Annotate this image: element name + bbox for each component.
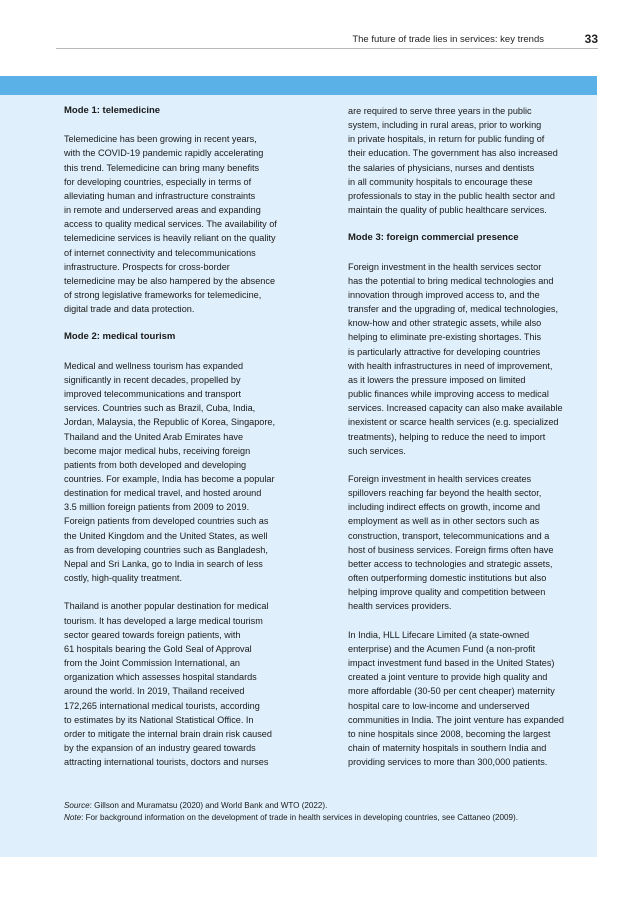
mode1-paragraph: Telemedicine has been growing in recent years, with the COVID-19 pandemic rapidly accelerating this trend. Telemedicine can bring many benefits for developing countries, especially in terms of alleviating human and infrastructure constraints in remote and underserved areas and expanding access to quality medical services. The availability of telemedicine services is heavily reliant on the quality of internet connectivity and telecommunications infrastructure. Prospects for cross-border telemedicine may be also hampered by the absence of strong legislative frameworks for telemedicine, digital trade and data protection. bbox=[64, 134, 277, 315]
source-label: Source bbox=[64, 801, 90, 810]
mode3-heading: Mode 3: foreign commercial presence bbox=[348, 232, 519, 244]
mode1-heading: Mode 1: telemedicine bbox=[64, 105, 161, 116]
note-text: : For background information on the development of trade in health services in developing countries, see Cattaneo (2009). bbox=[81, 812, 518, 822]
source-note bbox=[64, 800, 594, 812]
mode3-paragraph-3: In India, HLL Lifecare Limited (a state-owned enterprise) and the Acumen Fund (a non-profit impact investment fund based in the United States) created a joint venture to provide high quality and more affordable (30-50 per cent cheaper) maternity hospital care to low-income and underserved communities in India. The joint venture has expanded to nine hospitals since 2008, becoming the largest chain of maternity hospitals in southern India and providing services to more than 300,000 patients. bbox=[348, 629, 564, 768]
mode2-continuation: are required to serve three years in the public system, including in rural areas, prior to working in private hospitals, in return for public funding of their education. The government has also increased the salaries of physicians, nurses and dentists in all community hospitals to encourage these professionals to stay in the public health sector and maintain the quality of public healthcare services. bbox=[348, 106, 558, 216]
page-header bbox=[56, 30, 598, 49]
box-header-band bbox=[0, 76, 597, 95]
right-column bbox=[348, 104, 593, 783]
mode2-paragraph-1: Medical and wellness tourism has expanded significantly in recent decades, propelled by improved telecommunications and transport services. Countries such as Brazil, Cuba, India, Jordan, Malaysia, the Republic of Korea, Singapore, Thailand and the United Arab Emirates have become major medical hubs, receiving foreign patients from both developed and developing countries. For example, India has become a popular destination for medical travel, and hosted around 3.5 million foreign patients from 2009 to 2019. Foreign patients from developed countries such as the United Kingdom and the United States, as well as from developing countries such as Bangladesh, Nepal and Sri Lanka, go to India in search of less costly, high-quality treatment. bbox=[64, 360, 276, 584]
note-label: Note bbox=[64, 812, 82, 822]
mode3-paragraph-2: Foreign investment in health services creates spillovers reaching far beyond the health sector, including indirect effects on growth, income and employment as well as in other sectors such as construction, transport, telecommunications and a host of business services. Foreign firms often have better access to technologies and strategic assets, often outperforming domestic institutions but also helping improve quality and competition between health services providers. bbox=[348, 474, 554, 612]
mode2-paragraph-2: Thailand is another popular destination for medical tourism. It has developed a large medical tourism sector geared towards foreign patients, with 61 hospitals bearing the Gold Seal of Approval from the Joint Commission International, an organization which assesses hospital standards around the world. In 2019, Thailand received 172,265 international medical tourists, according to estimates by its National Statistical Office. In order to mitigate the internal brain drain risk caused by the expansion of an industry geared towards attracting international tourists, doctors and nurses bbox=[64, 601, 272, 768]
source-text: : Gillson and Muramatsu (2020) and World Bank and WTO (2022). bbox=[89, 801, 328, 810]
note-line bbox=[64, 812, 594, 824]
mode2-heading: Mode 2: medical tourism bbox=[64, 331, 176, 343]
running-title: The future of trade lies in services: key trends bbox=[352, 34, 544, 45]
page-number: 33 bbox=[584, 32, 598, 46]
left-column bbox=[64, 104, 339, 783]
box-notes bbox=[64, 800, 594, 823]
mode3-paragraph-1: Foreign investment in the health services sector has the potential to bring medical technologies and innovation through improved access to, and the transfer and the upgrading of, medical technologies, know-how and other strategic assets, while also helping to eliminate pre-existing shortages. This is particularly attractive for developing countries with health infrastructures in need of improvement, as it lowers the pressure imposed on limited public finances while improving access to medical services. Increased capacity can also make available inexistent or scarce health services (e.g. specialized treatments), helping to reduce the need to import such services. bbox=[348, 261, 563, 456]
